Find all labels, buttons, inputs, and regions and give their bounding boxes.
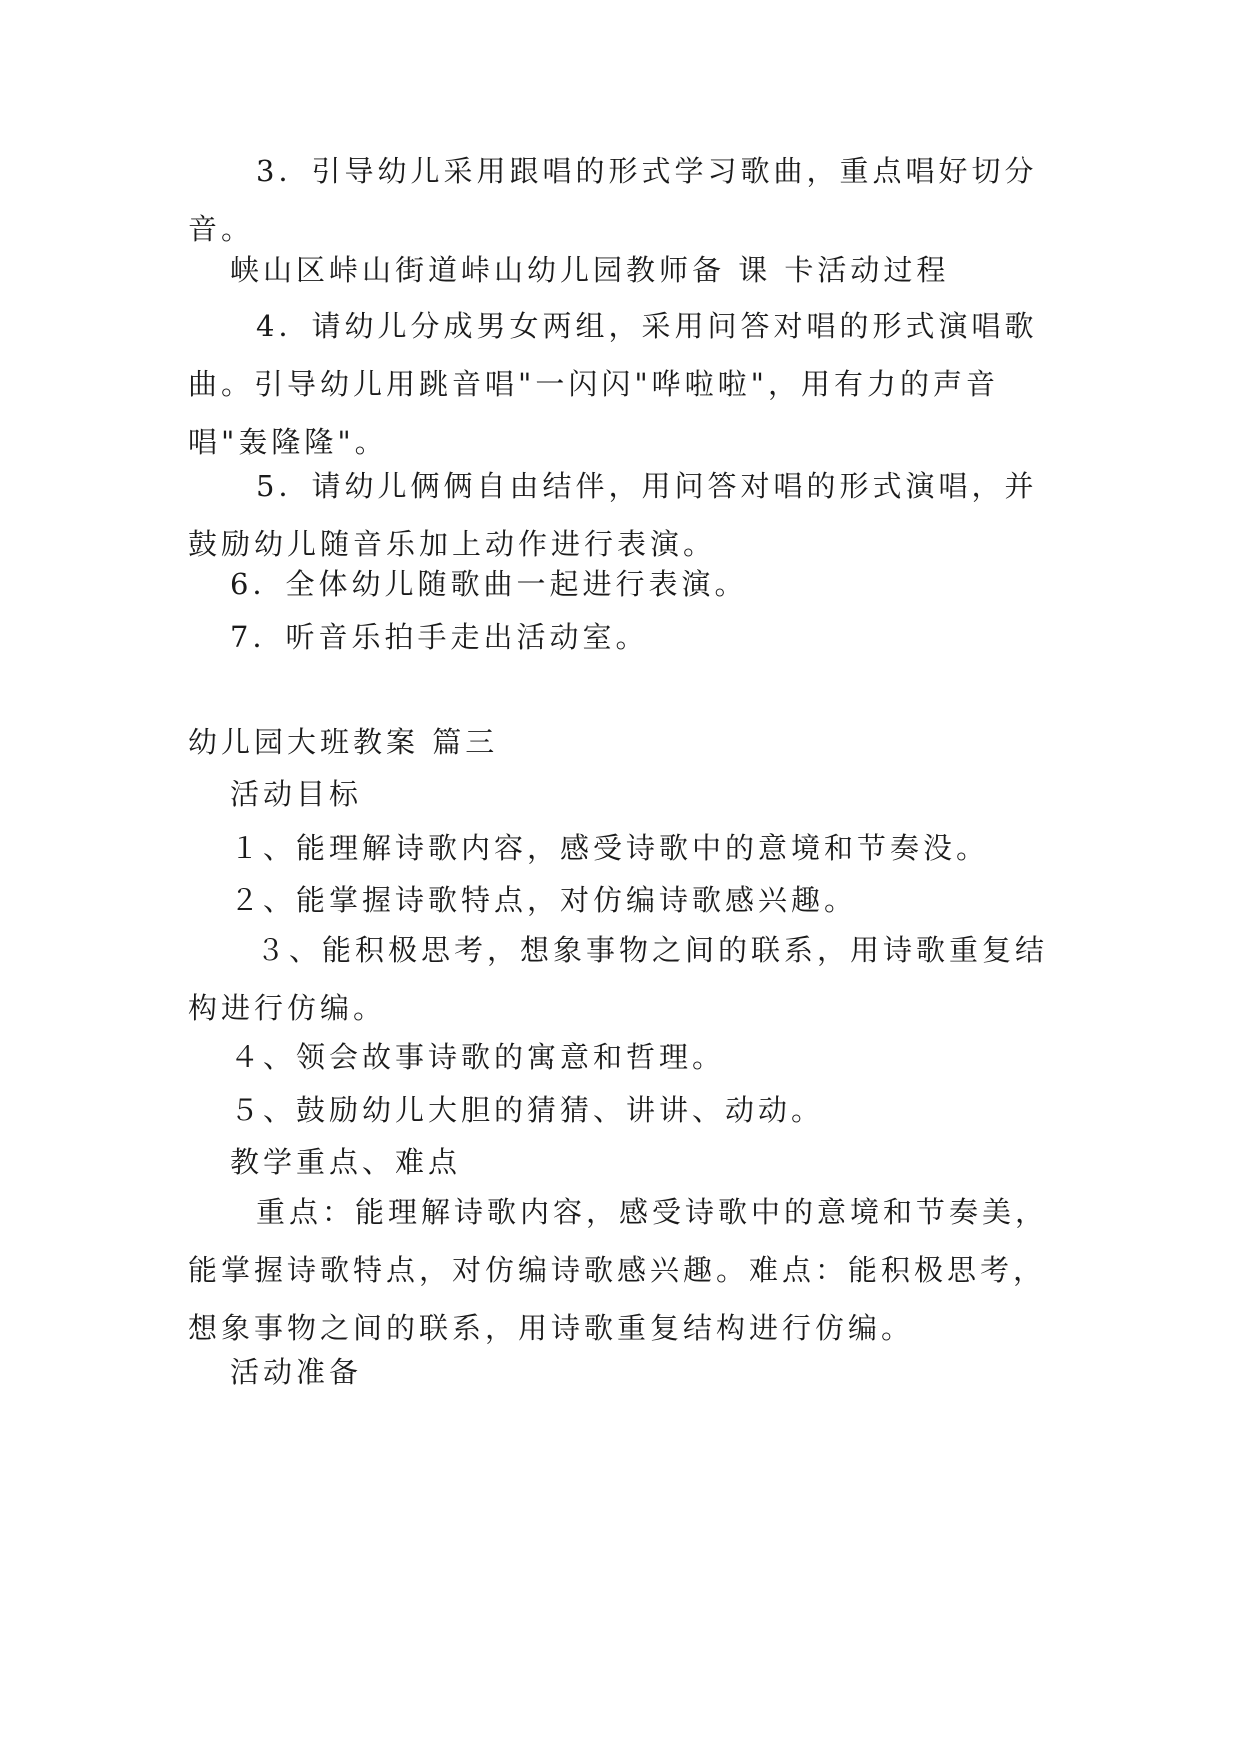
paragraph-step-4: 4．请幼儿分成男女两组，采用问答对唱的形式演唱歌曲。引导幼儿用跳音唱"一闪闪"哗啦啦"，用有力的声音唱"轰隆隆"。 xyxy=(188,309,1038,459)
goal-item-3: ３、能积极思考，想象事物之间的联系，用诗歌重复结构进行仿编。 xyxy=(188,933,1049,1025)
paragraph-step-5: 5．请幼儿俩俩自由结伴，用问答对唱的形式演唱，并鼓励幼儿随音乐加上动作进行表演。 xyxy=(188,469,1038,561)
goal-item-4: ４、领会故事诗歌的寓意和哲理。 xyxy=(230,1040,726,1074)
heading-activity-preparation: 活动准备 xyxy=(230,1355,363,1389)
school-header-line: 峡山区峠山街道峠山幼儿园教师备 课 卡活动过程 xyxy=(230,253,950,287)
goal-item-1: １、能理解诗歌内容，感受诗歌中的意境和节奏没。 xyxy=(230,831,990,865)
paragraph-step-3: 3．引导幼儿采用跟唱的形式学习歌曲，重点唱好切分音。 xyxy=(188,154,1038,246)
paragraph-step-7: 7．听音乐拍手走出活动室。 xyxy=(230,620,649,654)
section-title: 幼儿园大班教案 篇三 xyxy=(188,725,499,759)
heading-activity-goals: 活动目标 xyxy=(230,777,363,811)
heading-key-points: 教学重点、难点 xyxy=(230,1145,462,1179)
goal-item-5: ５、鼓励幼儿大胆的猜猜、讲讲、动动。 xyxy=(230,1093,825,1127)
paragraph-step-6: 6．全体幼儿随歌曲一起进行表演。 xyxy=(230,567,748,601)
goal-item-2: ２、能掌握诗歌特点，对仿编诗歌感兴趣。 xyxy=(230,883,858,917)
paragraph-key-points: 重点：能理解诗歌内容，感受诗歌中的意境和节奏美，能掌握诗歌特点，对仿编诗歌感兴趣。难点：能积极思考，想象事物之间的联系，用诗歌重复结构进行仿编。 xyxy=(188,1195,1049,1345)
